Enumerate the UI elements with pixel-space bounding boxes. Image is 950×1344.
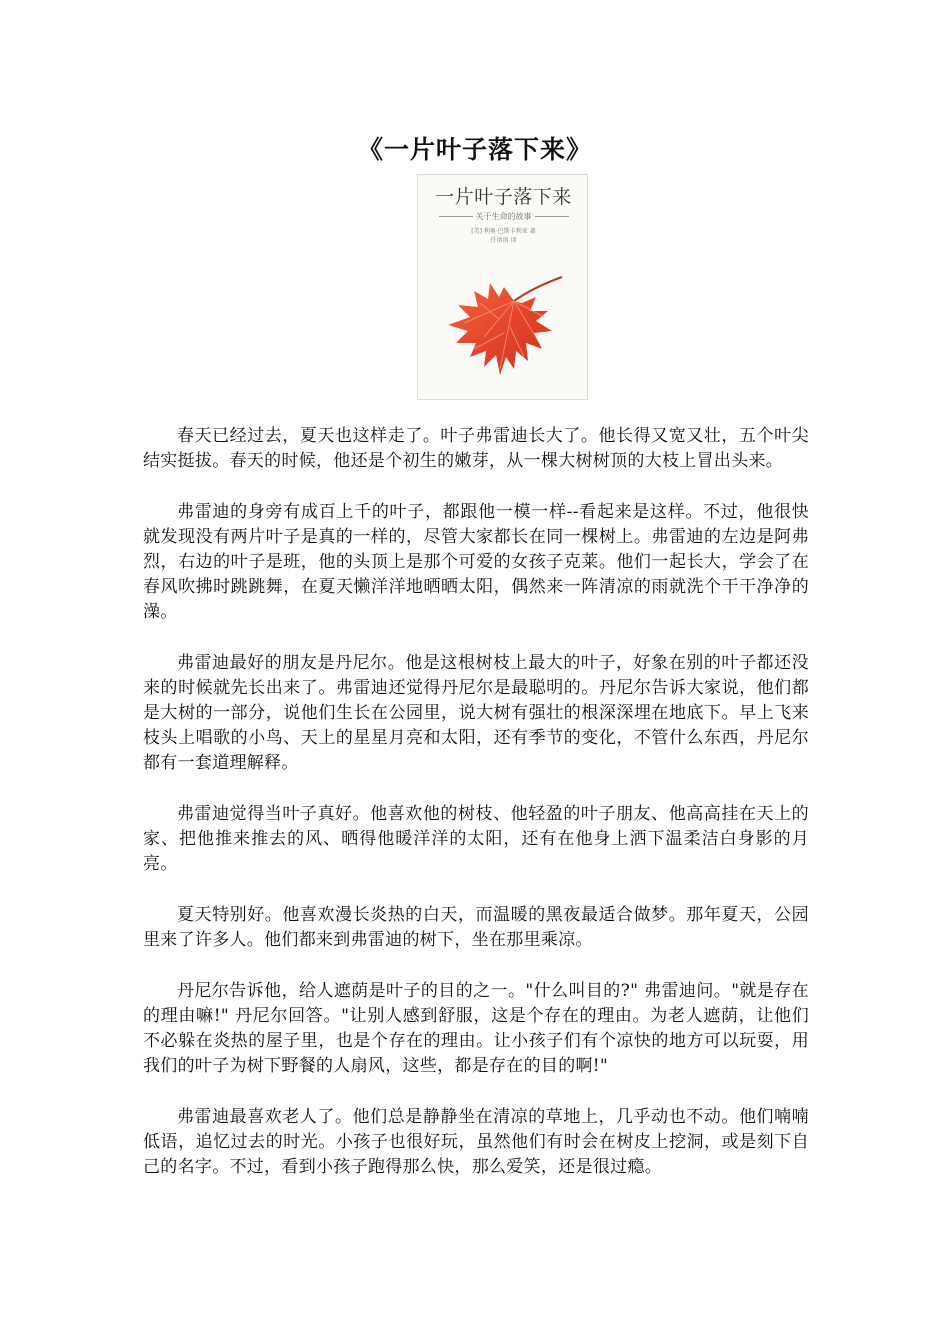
maple-leaf-icon [444, 257, 566, 383]
paragraph: 夏天特别好。他喜欢漫长炎热的白天，而温暖的黑夜最适合做梦。那年夏天，公园里来了许多人。他们都来到弗雷迪的树下，坐在那里乘凉。 [143, 905, 809, 950]
document-title: 《一片叶子落下来》 [357, 135, 592, 164]
story-text [143, 424, 809, 1206]
paragraph: 丹尼尔告诉他，给人遮荫是叶子的目的之一。"什么叫目的?" 弗雷迪问。"就是存在的理由嘛!" 丹尼尔回答。"让别人感到舒服，这是个存在的理由。为老人遮荫，让他们不必躲在炎热的屋子里，也是个存在的理由。让小孩子们有个凉快的地方可以玩耍，用我们的叶子为树下野餐的人扇风，这些，都是存在的目的啊!" [143, 981, 809, 1076]
paragraph: 弗雷迪的身旁有成百上千的叶子，都跟他一模一样--看起来是这样。不过，他很快就发现没有两片叶子是真的一样的，尽管大家都长在同一棵树上。弗雷迪的左边是阿弗烈，右边的叶子是班，他的头顶上是那个可爱的女孩子克莱。他们一起长大，学会了在春风吹拂时跳跳舞，在夏天懒洋洋地晒晒太阳，偶然来一阵清凉的雨就洗个干干净净的澡。 [143, 502, 809, 622]
book-cover-image [417, 174, 588, 400]
cover-subtitle: 关于生命的故事 [418, 212, 588, 222]
paragraph: 弗雷迪觉得当叶子真好。他喜欢他的树枝、他轻盈的叶子朋友、他高高挂在天上的家、把他推来推去的风、晒得他暖洋洋的太阳，还有在他身上洒下温柔洁白身影的月亮。 [143, 804, 809, 874]
cover-title: 一片叶子落下来 [435, 186, 572, 208]
cover-translator: 任溶溶 译 [490, 237, 517, 244]
paragraph: 春天已经过去，夏天也这样走了。叶子弗雷迪长大了。他长得又宽又壮，五个叶尖结实挺拔。春天的时候，他还是个初生的嫩芽，从一棵大树树顶的大枝上冒出头来。 [143, 426, 809, 471]
paragraph: 弗雷迪最好的朋友是丹尼尔。他是这根树枝上最大的叶子，好象在别的叶子都还没来的时候就先长出来了。弗雷迪还觉得丹尼尔是最聪明的。丹尼尔告诉大家说，他们都是大树的一部分，说他们生长在公园里，说大树有强壮的根深深埋在地底下。早上飞来枝头上唱歌的小鸟、天上的星星月亮和太阳，还有季节的变化，不管什么东西，丹尼尔都有一套道理解释。 [143, 653, 809, 773]
cover-author: [美] 利奥·巴斯卡利亚 著 [471, 228, 536, 235]
paragraph: 弗雷迪最喜欢老人了。他们总是静静坐在清凉的草地上，几乎动也不动。他们喃喃低语，追忆过去的时光。小孩子也很好玩，虽然他们有时会在树皮上挖洞，或是刻下自己的名字。不过，看到小孩子跑得那么快，那么爱笑，还是很过瘾。 [143, 1107, 809, 1177]
